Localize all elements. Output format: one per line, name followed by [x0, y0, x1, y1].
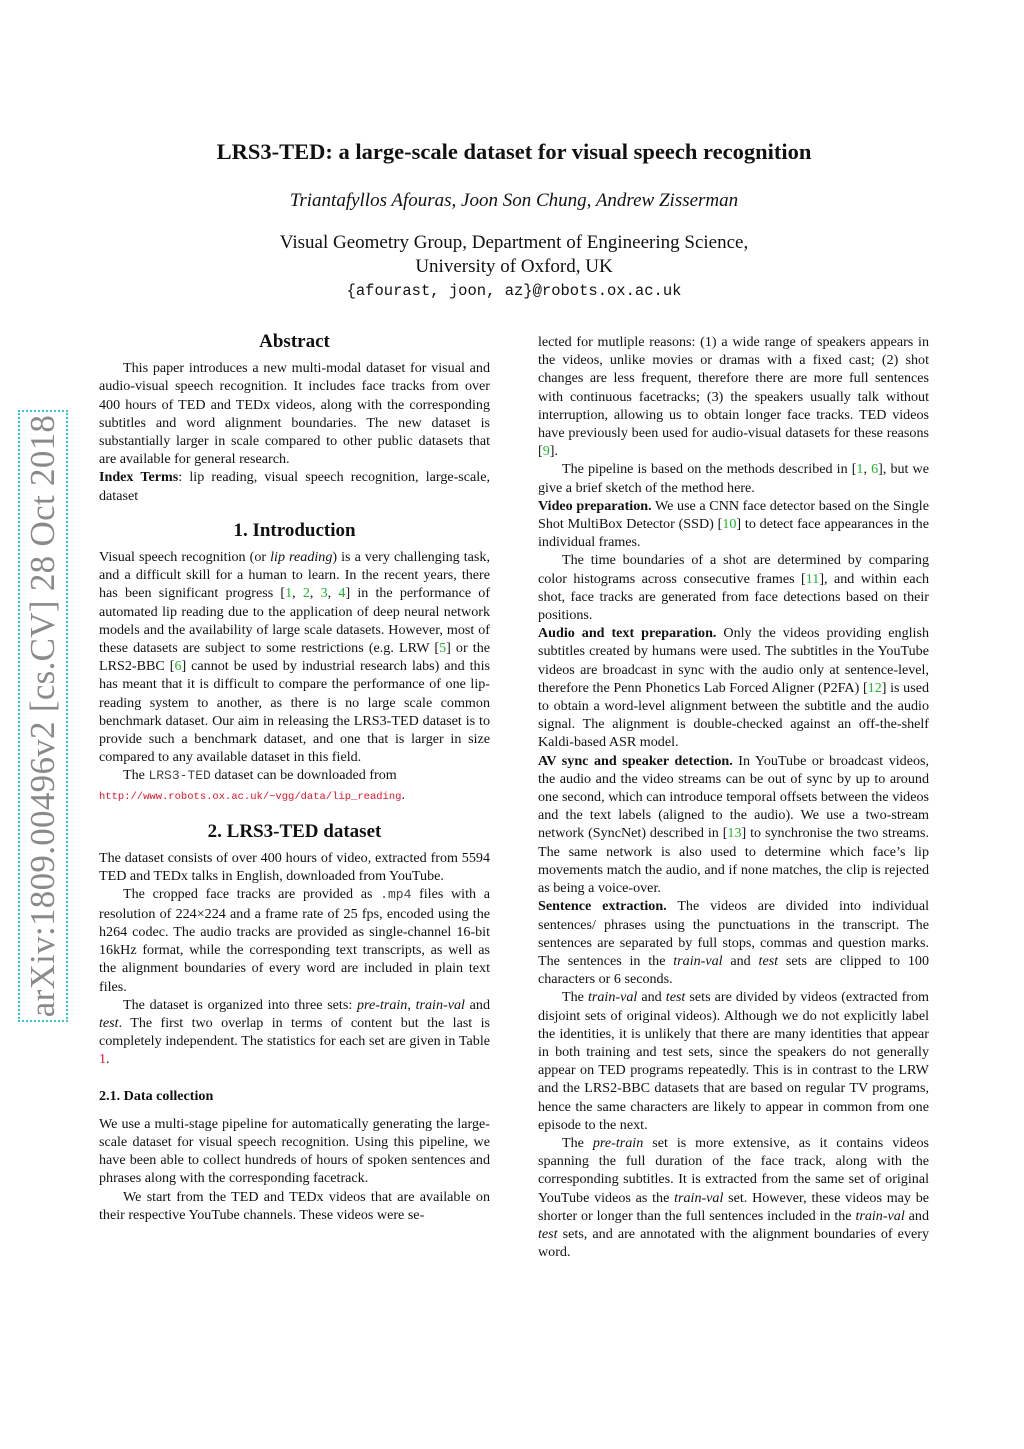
section-heading-introduction: 1. Introduction: [233, 519, 356, 541]
text-run: ] or the LRS2-BBC [: [99, 640, 491, 675]
citation-link[interactable]: 12: [867, 679, 882, 696]
text-run: ] to detect face appearances in the individual frames.: [538, 516, 929, 551]
citation-link[interactable]: 2: [302, 585, 310, 602]
citation-link[interactable]: 11: [805, 570, 820, 587]
text-run: ,: [863, 461, 872, 478]
text-run: ] is used to obtain a word-level alignment between the subtitle and the audio signal. The alignment is double-checked against an off-the-shelf Kaldi-based ASR model.: [538, 679, 929, 751]
citation-link[interactable]: 4: [338, 585, 346, 602]
text-run: ], and within each shot, face tracks are generated from face detections based on their positions.: [538, 570, 929, 624]
dataset-paragraph: [99, 996, 490, 1069]
body-paragraph: [538, 988, 929, 1134]
video-preparation-paragraph: [538, 497, 929, 552]
text-run: We use a CNN face detector based on the Single Shot MultiBox Detector (SSD) [: [538, 497, 929, 533]
av-sync-paragraph: [538, 752, 929, 898]
index-terms-text: : lip reading, visual speech recognition, large-scale, dataset: [99, 469, 491, 504]
text-run: lected for mutliple reasons: (1) a wide range of speakers appears in the videos, unlike movies or dramas with a fixed cast; (2) shot changes are less frequent, therefore there are more full sentences with continuous facetracks; (3) the speakers usually talk without interruption, allowing us to obtain longer face tracks. TED videos have previously been used for audio-visual datasets for these reasons [: [538, 334, 929, 460]
text-run: .: [106, 1051, 110, 1068]
text-run: The dataset is organized into three sets:: [123, 996, 357, 1013]
body-paragraph: [538, 333, 929, 460]
text-run: and: [637, 989, 666, 1006]
citation-link[interactable]: 1: [856, 461, 864, 478]
paragraph-label: AV sync and speaker detection.: [538, 752, 733, 769]
citation-link[interactable]: 13: [727, 825, 742, 842]
citation-link[interactable]: 5: [439, 640, 447, 657]
author-emails: {afourast, joon, az}@robots.ox.ac.uk: [346, 282, 682, 300]
affiliation: [100, 231, 928, 279]
emphasis: train-val: [673, 952, 723, 969]
table-reference-link[interactable]: 1: [99, 1051, 107, 1068]
paragraph-label: Sentence extraction.: [538, 898, 667, 915]
emphasis: test: [538, 1225, 558, 1242]
collection-paragraph: We start from the TED and TEDx videos that are available on their respective YouTube channels. These videos were se-: [99, 1188, 490, 1223]
left-column: [99, 333, 490, 1224]
emphasis: train-val: [855, 1207, 905, 1224]
text-run: and: [722, 952, 759, 969]
section-heading-dataset: 2. LRS3-TED dataset: [207, 820, 382, 842]
arxiv-sidebar-stamp: [18, 410, 68, 1022]
citation-link[interactable]: 10: [722, 516, 737, 533]
text-run: The time boundaries of a shot are determined by comparing color histograms across consecutive frames [: [538, 552, 929, 587]
text-run: . The first two overlap in terms of content but the last is completely independent. The statistics for each set are given in Table: [99, 1014, 490, 1050]
emphasis: test: [99, 1014, 119, 1031]
subsection-heading-data-collection: 2.1. Data collection: [99, 1087, 214, 1104]
text-run: files with a resolution of 224×224 and a frame rate of 25 fps, encoded using the h264 codec. The audio tracks are provided as single-channel 16-bit 16kHz format, while the corresponding text transcripts, as well as the alignment boundaries of every word are included in plain text files.: [99, 886, 490, 995]
index-terms: [99, 468, 490, 504]
collection-paragraph: We use a multi-stage pipeline for automatically generating the large-scale dataset for visual speech recognition. Using this pipeline, we have been able to collect hundreds of hours of spoken sentences and phrases along with the corresponding facetrack.: [99, 1115, 490, 1187]
dataset-paragraph: The dataset consists of over 400 hours of video, extracted from 5594 TED and TEDx talks in English, downloaded from YouTube.: [99, 850, 490, 885]
affiliation-line: University of Oxford, UK: [415, 256, 613, 277]
dataset-name-code: LRS3-TED: [148, 768, 211, 784]
abstract-heading: Abstract: [259, 331, 330, 352]
text-run: set is more extensive, as it contains videos spanning the full duration of the face track, along with the corresponding subtitles. It is extracted from the same set of original YouTube videos as the: [538, 1134, 929, 1206]
text-run: The pipeline is based on the methods described in [: [562, 461, 857, 478]
text-run: and: [464, 996, 491, 1013]
text-run: In YouTube or broadcast videos, the audio and the video streams can be out of sync by up to around one second, which can introduce temporal offsets between the videos and the text labels (aligned to the audio). We use a two-stream network (SyncNet) described in [: [538, 752, 930, 842]
text-run: sets are divided by videos (extracted from disjoint sets of original videos). Although we do not explicitly label the identities, it is unlikely that there are many identities that appear in both training and test sets, since the speakers do not generally appear on TED programs repeatedly. This is in contrast to the LRW and the LRS2-BBC datasets that are based on regular TV programs, hence the same characters are likely to appear in common from one episode to the next.: [538, 989, 930, 1133]
emphasis: lip reading: [270, 549, 333, 566]
text-run: ].: [549, 443, 558, 460]
citation-link[interactable]: 9: [542, 443, 550, 460]
audio-text-preparation-paragraph: [538, 624, 929, 751]
citation-link[interactable]: 3: [320, 585, 328, 602]
intro-paragraph: Visual speech recognition (or lip reading) is a very challenging task, and a difficult skill for a human to learn. In the recent years, there has been significant progress [1, 2, 3, 4] in the performance of automated lip reading due to the application of deep neural network models and the availability of large scale datasets. However, most of these datasets are subject to some restrictions (e.g. LRW [5] or the LRS2-BBC [6] cannot be used by industrial research labs) and this has meant that it is difficult to compare the performance of one lip-reading system to another, as there is no large scale common benchmark dataset. Our aim in releasing the LRS3-TED dataset is to provide such a benchmark dataset, and one that is larger in size compared to any available dataset in this field.: [99, 549, 491, 766]
text-run: sets, and are annotated with the alignment boundaries of every word.: [538, 1225, 929, 1261]
text-run: dataset can be downloaded from: [210, 767, 397, 784]
text-run: Visual speech recognition (or: [99, 549, 271, 566]
right-column: [538, 333, 929, 1261]
text-run: ] cannot be used by industrial research labs) and this has meant that it is difficult to compare the performance of one lip-reading system to another, as there is no large scale common benchmark dataset. Our aim in releasing the LRS3-TED dataset is to provide such a benchmark dataset, and one that is larger in size compared to any available dataset in this field.: [99, 658, 490, 766]
emphasis: test: [758, 952, 779, 969]
emphasis: test: [665, 989, 686, 1006]
text-run: ) is a very challenging task, and a difficult skill for a human to learn. In the recent years, there has been significant progress [: [99, 549, 490, 602]
text-run: ] in the performance of automated lip reading due to the application of deep neural network models and the availability of large scale datasets. However, most of these datasets are subject to some restrictions (e.g. LRW [: [99, 585, 491, 657]
emphasis: train-val: [674, 1189, 724, 1206]
body-paragraph: [538, 460, 929, 496]
text-run: ] to synchronise the two streams. The same network is also used to determine which face’s lip movements match the audio, and if none matches, the clip is rejected as being a voice-over.: [538, 825, 929, 897]
emphasis: train-val: [415, 996, 465, 1013]
emphasis: pre-train: [356, 996, 408, 1013]
download-paragraph: [99, 766, 490, 805]
text-run: and: [904, 1207, 929, 1224]
dataset-paragraph: [99, 885, 490, 995]
body-paragraph: [538, 1134, 929, 1261]
text-run: The cropped face tracks are provided as: [123, 886, 381, 903]
body-paragraph: [538, 551, 929, 624]
paragraph-label: Audio and text preparation.: [538, 625, 717, 642]
text-run: The videos are divided into individual sentences/ phrases using the punctuations in the transcript. The sentences are separated by full stops, commas and question marks. The sentences in the: [538, 898, 929, 969]
arxiv-identifier: arXiv:1809.00496v2 [cs.CV] 28 Oct 2018: [23, 414, 62, 1018]
download-url-link[interactable]: http://www.robots.ox.ac.uk/~vgg/data/lip_reading: [99, 790, 402, 803]
text-run: ], but we give a brief sketch of the method here.: [538, 461, 929, 496]
text-run: The: [562, 1134, 593, 1151]
emphasis: train-val: [587, 989, 638, 1006]
file-extension-code: .mp4: [380, 887, 412, 903]
index-terms-label: Index Terms: [99, 469, 179, 486]
text-run: Only the videos providing english subtitles created by humans were used. The subtitles in the YouTube videos are broadcast in sync with the audio only at sentence-level, therefore the Penn Phonetics Lab Forced Aligner (P2FA) [: [538, 625, 929, 696]
paragraph-label: Video preparation.: [538, 497, 652, 514]
author-list: Triantafyllos Afouras, Joon Son Chung, Andrew Zisserman: [289, 190, 739, 211]
citation-link[interactable]: 6: [871, 461, 879, 478]
text-run: set. However, these videos may be shorter or longer than the full sentences included in the: [538, 1189, 930, 1224]
citation-link[interactable]: 6: [174, 658, 182, 675]
abstract-text: This paper introduces a new multi-modal dataset for visual and audio-visual speech recognition. It includes face tracks from over 400 hours of TED and TEDx videos, along with the corresponding subtitles and word alignment boundaries. The new dataset is substantially larger in scale compared to other public datasets that are available for general research.: [99, 360, 490, 468]
paper-title: LRS3-TED: a large-scale dataset for visual speech recognition: [216, 139, 812, 164]
text-run: .: [401, 786, 405, 803]
citation-link[interactable]: 1: [285, 585, 293, 602]
emphasis: pre-train: [592, 1134, 644, 1151]
text-run: The: [123, 767, 149, 784]
text-run: The: [562, 989, 588, 1006]
text-run: ,: [407, 996, 416, 1013]
sentence-extraction-paragraph: [538, 897, 929, 988]
text-run: sets are clipped to 100 characters or 6 seconds.: [538, 952, 929, 988]
affiliation-line: Visual Geometry Group, Department of Engineering Science,: [279, 232, 749, 253]
